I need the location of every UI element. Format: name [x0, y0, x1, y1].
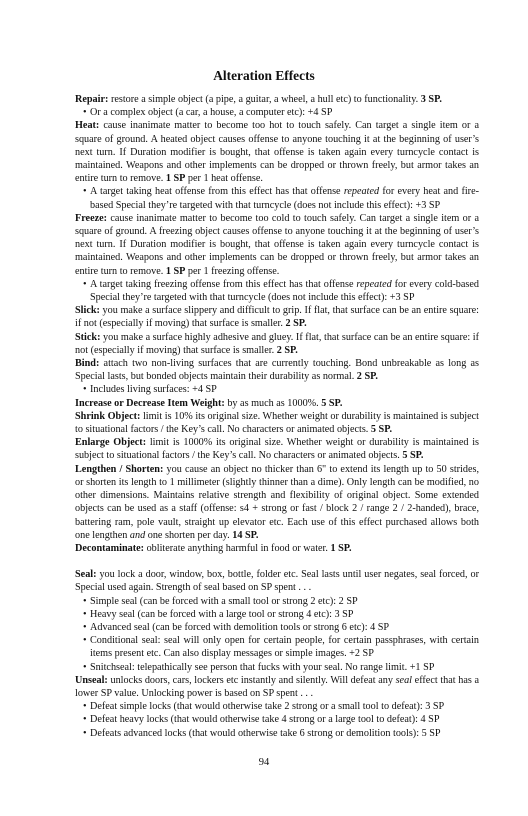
heat-bullet [84, 185, 479, 211]
heat-paragraph [75, 119, 479, 185]
bind-text: attach two non-living surfaces that are currently touching. Bond unbreakable as long as Special lasts, but bonded objects maintain their durability as normal. [75, 358, 479, 383]
unseal-bullet: • Defeat simple locks (that would otherwise take 2 strong or a small tool to defeat): 3 SP [84, 700, 479, 713]
repair-term: Repair: [75, 94, 109, 105]
repair-paragraph [75, 93, 479, 106]
freeze-bullet-emphasis: repeated [356, 278, 392, 290]
seal-bullet: • Conditional seal: seal will only open for certain people, for certain passphrases, with certain items present etc. Can also display messages or simple images. +2 SP [84, 634, 479, 660]
seal-bullet: • Advanced seal (can be forced with demolition tools or strong 6 etc): 4 SP [84, 621, 479, 634]
weight-paragraph [75, 397, 479, 410]
stick-cost: 2 SP. [276, 344, 298, 356]
stick-paragraph [75, 331, 479, 357]
enlarge-term: Enlarge Object: [75, 437, 147, 449]
repair-cost: 3 SP. [420, 94, 442, 105]
seal-bullet: • Heavy seal (can be forced with a large tool or strong 4 etc): 3 SP [84, 608, 479, 621]
weight-cost: 5 SP. [321, 397, 343, 409]
freeze-bullet-text: A target taking freezing offense from this effect has that offense [90, 278, 357, 290]
seal-bullet: • Snitchseal: telepathically see person that fucks with your seal. No range limit. +1 SP [84, 661, 479, 674]
shrink-cost: 5 SP. [370, 424, 393, 436]
heat-tail: per 1 heat offense. [185, 173, 263, 185]
section-gap [75, 555, 479, 568]
heat-cost: 1 SP [165, 173, 186, 185]
lengthen-text: you cause an object no thicker than 6" to extend its length up to 50 strides, or shorten its length to 1 millimeter (slightly thinner than a dime). Only length can be modified, no other dimensions. Maintains relative strength and flexibility of original object. Some extended objects can be used as a staff (offense: s4 + strong or fast / block 2 / range 2 / 2-handed), brace, battering ram, pole vault, straight up elevator etc. Each use of this effect purchased allows both one lengthen [75, 463, 479, 541]
shrink-term: Shrink Object: [75, 410, 141, 422]
freeze-bullet [84, 278, 479, 304]
heat-bullet-text: A target taking heat offense from this effect has that offense [90, 186, 344, 198]
repair-bullet: • Or a complex object (a car, a house, a computer etc): +4 SP [84, 106, 479, 119]
lengthen-term: Lengthen / Shorten: [75, 463, 164, 475]
repair-text: restore a simple object (a pipe, a guitar, a wheel, a hull etc) to functionality. [108, 94, 421, 105]
heat-text: cause inanimate matter to become too hot to touch safely. Can target a single item or a square of ground. A heated object causes offense to anyone touching it at the beginning of user’s next turn. If Duration modifier is bought, that offense is taken again every turncycle contact is maintained. Weapons and other implements can be dropped or thrown freely, but armor takes an entire turn to remove. [75, 120, 479, 185]
unseal-text-end: effect that has a lower SP value. Unlocking power is based on SP spent . . . [75, 674, 480, 699]
freeze-bullet-text-end: for every cold-based Special they’re targeted with that turncycle (does not include this effect): +3 SP [90, 278, 479, 304]
stick-text: you make a surface highly adhesive and gluey. If flat, that surface can be an entire square: if not (especially if moving) that surface is smaller. [75, 331, 479, 356]
slick-text: you make a surface slippery and difficult to grip. If flat, that surface can be an entire square: if not (especially if moving) that surface is smaller. [75, 305, 479, 330]
unseal-paragraph [75, 674, 479, 700]
seal-term: Seal: [75, 569, 97, 581]
freeze-tail: per 1 freezing offense. [185, 265, 280, 277]
decontaminate-term: Decontaminate: [75, 542, 145, 554]
enlarge-paragraph [75, 436, 479, 462]
seal-text: you lock a door, window, box, bottle, folder etc. Seal lasts until user negates, seal forced, or Special used again. Strength of seal based on SP spent . . . [75, 569, 479, 594]
shrink-text: limit is 10% its original size. Whether weight or durability is maintained is subject to situational factors / the Key’s call. No characters or animated objects. [75, 410, 479, 436]
weight-text: by as much as 1000%. [224, 397, 322, 409]
stick-term: Stick: [75, 331, 101, 343]
enlarge-text: limit is 1000% its original size. Whether weight or durability is maintained is subject to situational factors / the Key’s call. No characters or animated objects. [75, 437, 479, 462]
slick-term: Slick: [75, 305, 100, 317]
decontaminate-text: obliterate anything harmful in food or water. [144, 542, 331, 554]
unseal-bullet: • Defeats advanced locks (that would otherwise take 6 strong or demolition tools): 5 SP [84, 727, 479, 740]
unseal-text: unlocks doors, cars, lockers etc instantly and silently. Will defeat any [107, 674, 396, 686]
unseal-bullet: • Defeat heavy locks (that would otherwise take 4 strong or a large tool to defeat): 4 SP [84, 713, 479, 726]
decontaminate-paragraph [75, 542, 479, 555]
page-number: 94 [258, 757, 270, 768]
freeze-term: Freeze: [75, 212, 108, 224]
slick-cost: 2 SP. [285, 318, 307, 330]
slick-paragraph [75, 304, 479, 330]
bind-cost: 2 SP. [356, 371, 378, 383]
bind-bullet: • Includes living surfaces: +4 SP [84, 383, 479, 396]
lengthen-paragraph [75, 463, 479, 542]
lengthen-text-end: one shorten per day. [145, 529, 233, 541]
enlarge-cost: 5 SP. [402, 450, 424, 462]
heat-bullet-text-end: for every heat and fire-based Special they’re targeted with that turncycle (does not include this effect): +3 SP [90, 186, 479, 211]
lengthen-emphasis: and [129, 529, 146, 541]
lengthen-cost: 14 SP. [232, 529, 259, 541]
unseal-emphasis: seal [395, 674, 413, 686]
bind-paragraph [75, 357, 479, 383]
shrink-paragraph [75, 410, 479, 436]
decontaminate-cost: 1 SP. [330, 542, 352, 554]
seal-paragraph [75, 568, 479, 594]
freeze-paragraph [75, 212, 479, 278]
page-title: Alteration Effects [213, 68, 315, 83]
unseal-term: Unseal: [75, 674, 108, 686]
heat-bullet-emphasis: repeated [343, 186, 380, 198]
weight-term: Increase or Decrease Item Weight: [75, 397, 225, 409]
heat-term: Heat: [75, 120, 100, 132]
freeze-cost: 1 SP [165, 265, 186, 277]
page-content [75, 93, 479, 740]
bind-term: Bind: [75, 358, 100, 370]
seal-bullet: • Simple seal (can be forced with a small tool or strong 2 etc): 2 SP [84, 595, 479, 608]
freeze-text: cause inanimate matter to become too cold to touch safely. Can target a single item or a square of ground. A freezing object causes offense to anyone touching it at the beginning of user’s next turn. If Duration modifier is bought, that offense is taken again every turncycle contact is maintained. Weapons and other implements can be dropped or thrown freely, but armor takes an entire turn to remove. [75, 212, 479, 277]
